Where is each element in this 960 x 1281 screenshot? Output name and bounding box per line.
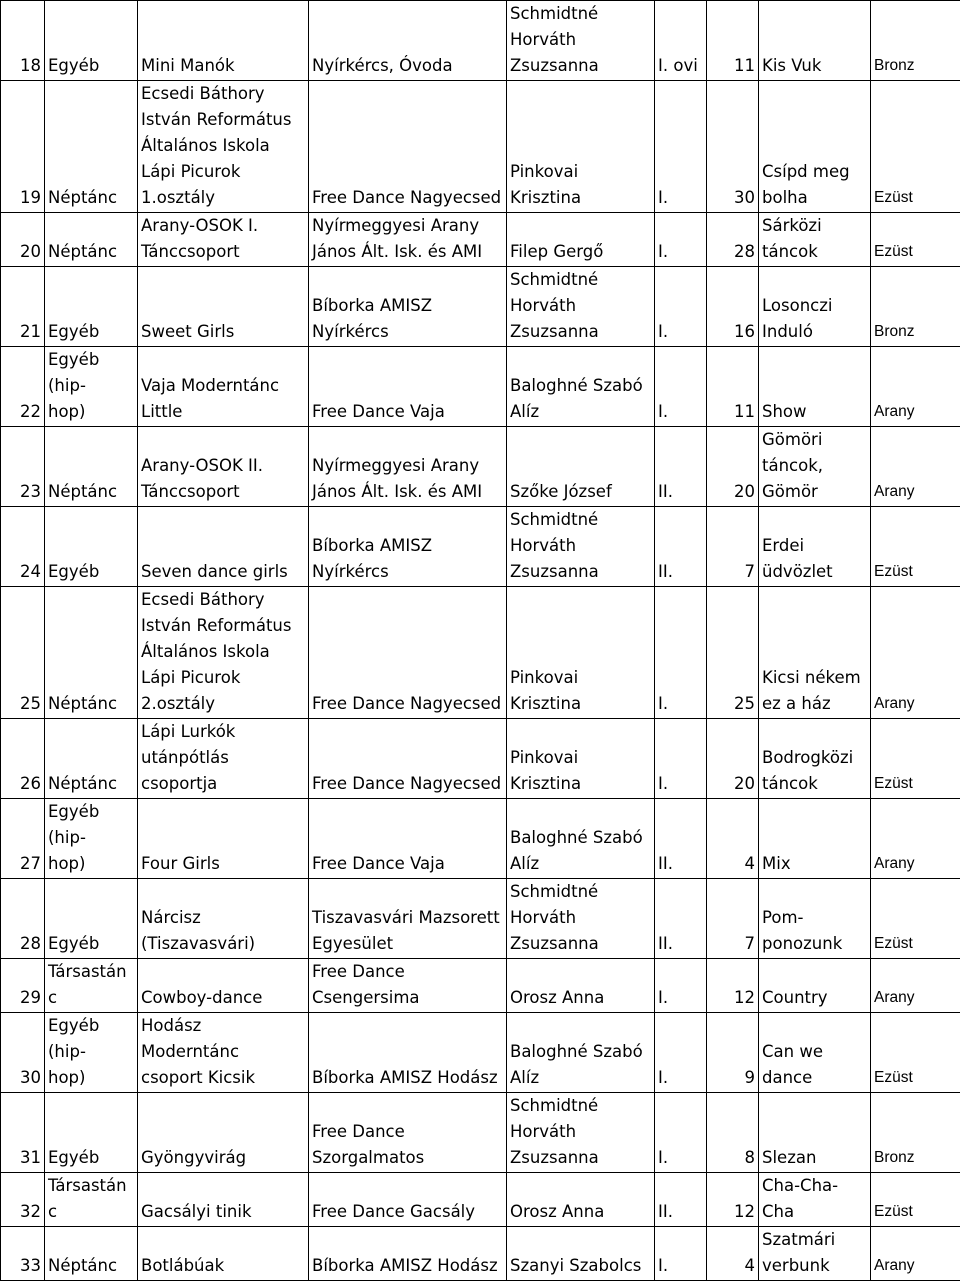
row-number-cell: 29 [1, 959, 45, 1013]
row-number-cell: 19 [1, 81, 45, 213]
group-name-cell: Cowboy-dance [138, 959, 309, 1013]
score-cell: 4 [707, 799, 759, 879]
award-cell: Bronz [871, 1093, 960, 1173]
category-cell: Egyéb [45, 267, 138, 347]
row-number-cell: 28 [1, 879, 45, 959]
table-row [1, 1093, 960, 1173]
score-cell: 30 [707, 81, 759, 213]
group-name-cell: Gacsályi tinik [138, 1173, 309, 1227]
table-row [1, 587, 960, 719]
row-number-cell: 18 [1, 1, 45, 81]
category-cell: Néptánc [45, 427, 138, 507]
group-name-cell: Arany-OSOK II. Tánccsoport [138, 427, 309, 507]
award-cell: Arany [871, 347, 960, 427]
level-cell: I. [655, 1227, 707, 1281]
piece-title-cell: Country [759, 959, 871, 1013]
table-row [1, 1013, 960, 1093]
category-cell: Egyéb [45, 507, 138, 587]
row-number-cell: 26 [1, 719, 45, 799]
leader-cell: Schmidtné Horváth Zsuzsanna [507, 1093, 655, 1173]
leader-cell: Schmidtné Horváth Zsuzsanna [507, 267, 655, 347]
award-cell: Arany [871, 587, 960, 719]
level-cell: II. [655, 1173, 707, 1227]
leader-cell: Szőke József [507, 427, 655, 507]
group-name-cell: Nárcisz (Tiszavasvári) [138, 879, 309, 959]
leader-cell: Baloghné Szabó Alíz [507, 1013, 655, 1093]
level-cell: I. [655, 347, 707, 427]
table-row [1, 267, 960, 347]
row-number-cell: 22 [1, 347, 45, 427]
row-number-cell: 33 [1, 1227, 45, 1281]
award-cell: Ezüst [871, 1013, 960, 1093]
institution-cell: Nyírmeggyesi Arany János Ált. Isk. és AMI [309, 427, 507, 507]
institution-cell: Free Dance Vaja [309, 347, 507, 427]
piece-title-cell: Szatmári verbunk [759, 1227, 871, 1281]
leader-cell: Orosz Anna [507, 1173, 655, 1227]
group-name-cell: Ecsedi Báthory István Református Általános Iskola Lápi Picurok 2.osztály [138, 587, 309, 719]
category-cell: Társastán c [45, 1173, 138, 1227]
level-cell: I. [655, 1093, 707, 1173]
award-cell: Bronz [871, 267, 960, 347]
leader-cell: Schmidtné Horváth Zsuzsanna [507, 507, 655, 587]
group-name-cell: Seven dance girls [138, 507, 309, 587]
piece-title-cell: Pom- ponozunk [759, 879, 871, 959]
table-row [1, 81, 960, 213]
category-cell: Néptánc [45, 1227, 138, 1281]
table-row [1, 1, 960, 81]
leader-cell: Filep Gergő [507, 213, 655, 267]
category-cell: Egyéb (hip- hop) [45, 799, 138, 879]
level-cell: II. [655, 507, 707, 587]
leader-cell: Orosz Anna [507, 959, 655, 1013]
score-cell: 7 [707, 507, 759, 587]
level-cell: II. [655, 427, 707, 507]
score-cell: 4 [707, 1227, 759, 1281]
row-number-cell: 25 [1, 587, 45, 719]
score-cell: 11 [707, 347, 759, 427]
level-cell: I. [655, 959, 707, 1013]
level-cell: I. [655, 81, 707, 213]
table-row [1, 347, 960, 427]
institution-cell: Bíborka AMISZ Nyírkércs [309, 507, 507, 587]
award-cell: Arany [871, 427, 960, 507]
leader-cell: Pinkovai Krisztina [507, 81, 655, 213]
award-cell: Bronz [871, 1, 960, 81]
award-cell: Ezüst [871, 1173, 960, 1227]
piece-title-cell: Erdei üdvözlet [759, 507, 871, 587]
category-cell: Egyéb [45, 879, 138, 959]
level-cell: I. [655, 1013, 707, 1093]
category-cell: Néptánc [45, 81, 138, 213]
row-number-cell: 30 [1, 1013, 45, 1093]
category-cell: Néptánc [45, 587, 138, 719]
institution-cell: Bíborka AMISZ Hodász [309, 1227, 507, 1281]
institution-cell: Bíborka AMISZ Nyírkércs [309, 267, 507, 347]
group-name-cell: Vaja Moderntánc Little [138, 347, 309, 427]
score-cell: 16 [707, 267, 759, 347]
row-number-cell: 27 [1, 799, 45, 879]
category-cell: Egyéb (hip- hop) [45, 347, 138, 427]
row-number-cell: 23 [1, 427, 45, 507]
leader-cell: Pinkovai Krisztina [507, 719, 655, 799]
piece-title-cell: Kis Vuk [759, 1, 871, 81]
award-cell: Ezüst [871, 507, 960, 587]
group-name-cell: Gyöngyvirág [138, 1093, 309, 1173]
award-cell: Ezüst [871, 719, 960, 799]
level-cell: I. [655, 587, 707, 719]
level-cell: I. ovi [655, 1, 707, 81]
score-cell: 11 [707, 1, 759, 81]
group-name-cell: Arany-OSOK I. Tánccsoport [138, 213, 309, 267]
leader-cell: Baloghné Szabó Alíz [507, 347, 655, 427]
award-cell: Arany [871, 799, 960, 879]
piece-title-cell: Slezan [759, 1093, 871, 1173]
institution-cell: Nyírkércs, Óvoda [309, 1, 507, 81]
row-number-cell: 24 [1, 507, 45, 587]
group-name-cell: Mini Manók [138, 1, 309, 81]
group-name-cell: Botlábúak [138, 1227, 309, 1281]
piece-title-cell: Losonczi Induló [759, 267, 871, 347]
piece-title-cell: Csípd meg bolha [759, 81, 871, 213]
level-cell: II. [655, 799, 707, 879]
piece-title-cell: Can we dance [759, 1013, 871, 1093]
score-cell: 25 [707, 587, 759, 719]
leader-cell: Schmidtné Horváth Zsuzsanna [507, 1, 655, 81]
piece-title-cell: Kicsi nékem ez a ház [759, 587, 871, 719]
score-cell: 8 [707, 1093, 759, 1173]
institution-cell: Free Dance Szorgalmatos [309, 1093, 507, 1173]
institution-cell: Free Dance Csengersima [309, 959, 507, 1013]
piece-title-cell: Show [759, 347, 871, 427]
score-cell: 7 [707, 879, 759, 959]
row-number-cell: 32 [1, 1173, 45, 1227]
institution-cell: Free Dance Vaja [309, 799, 507, 879]
institution-cell: Free Dance Nagyecsed [309, 587, 507, 719]
piece-title-cell: Cha-Cha-Cha [759, 1173, 871, 1227]
institution-cell: Tiszavasvári Mazsorett Egyesület [309, 879, 507, 959]
level-cell: II. [655, 879, 707, 959]
table-row [1, 507, 960, 587]
score-cell: 9 [707, 1013, 759, 1093]
table-row [1, 959, 960, 1013]
group-name-cell: Lápi Lurkók utánpótlás csoportja [138, 719, 309, 799]
level-cell: I. [655, 213, 707, 267]
category-cell: Társastán c [45, 959, 138, 1013]
piece-title-cell: Bodrogközi táncok [759, 719, 871, 799]
leader-cell: Szanyi Szabolcs [507, 1227, 655, 1281]
award-cell: Ezüst [871, 213, 960, 267]
score-cell: 12 [707, 1173, 759, 1227]
institution-cell: Free Dance Nagyecsed [309, 719, 507, 799]
level-cell: I. [655, 719, 707, 799]
leader-cell: Baloghné Szabó Alíz [507, 799, 655, 879]
award-cell: Ezüst [871, 81, 960, 213]
category-cell: Egyéb [45, 1093, 138, 1173]
table-body [1, 1, 960, 1281]
score-cell: 12 [707, 959, 759, 1013]
table-row [1, 1227, 960, 1281]
table-row [1, 1173, 960, 1227]
table-row [1, 719, 960, 799]
category-cell: Néptánc [45, 719, 138, 799]
row-number-cell: 21 [1, 267, 45, 347]
table-row [1, 799, 960, 879]
table-row [1, 879, 960, 959]
group-name-cell: Sweet Girls [138, 267, 309, 347]
piece-title-cell: Gömöri táncok, Gömör [759, 427, 871, 507]
award-cell: Arany [871, 959, 960, 1013]
table-row [1, 213, 960, 267]
leader-cell: Schmidtné Horváth Zsuzsanna [507, 879, 655, 959]
row-number-cell: 31 [1, 1093, 45, 1173]
category-cell: Egyéb [45, 1, 138, 81]
piece-title-cell: Mix [759, 799, 871, 879]
table-row [1, 427, 960, 507]
institution-cell: Bíborka AMISZ Hodász [309, 1013, 507, 1093]
score-cell: 20 [707, 427, 759, 507]
institution-cell: Free Dance Nagyecsed [309, 81, 507, 213]
category-cell: Egyéb (hip- hop) [45, 1013, 138, 1093]
group-name-cell: Hodász Moderntánc csoport Kicsik [138, 1013, 309, 1093]
score-cell: 28 [707, 213, 759, 267]
group-name-cell: Ecsedi Báthory István Református Általános Iskola Lápi Picurok 1.osztály [138, 81, 309, 213]
category-cell: Néptánc [45, 213, 138, 267]
institution-cell: Free Dance Gacsály [309, 1173, 507, 1227]
group-name-cell: Four Girls [138, 799, 309, 879]
leader-cell: Pinkovai Krisztina [507, 587, 655, 719]
score-cell: 20 [707, 719, 759, 799]
award-cell: Ezüst [871, 879, 960, 959]
award-cell: Arany [871, 1227, 960, 1281]
piece-title-cell: Sárközi táncok [759, 213, 871, 267]
row-number-cell: 20 [1, 213, 45, 267]
institution-cell: Nyírmeggyesi Arany János Ált. Isk. és AMI [309, 213, 507, 267]
level-cell: I. [655, 267, 707, 347]
